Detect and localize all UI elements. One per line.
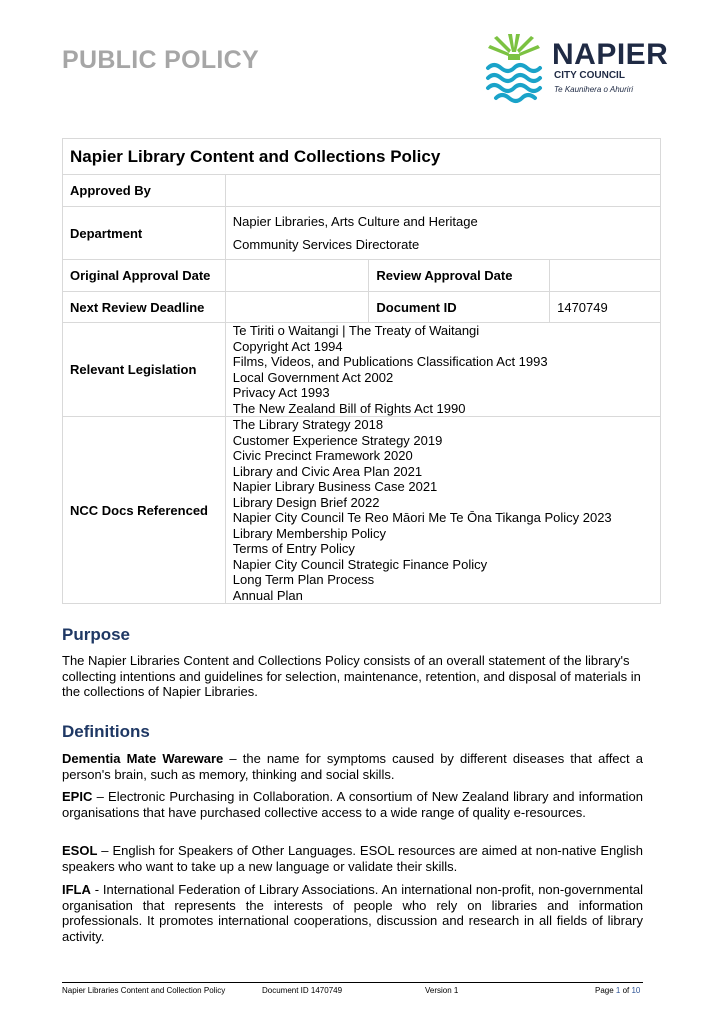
policy-info-table <box>62 138 661 604</box>
definition-text: – Electronic Purchasing in Collaboration. A consortium of New Zealand library and information organisations that have purchased collective access to a wide range of quality e-resources. <box>62 789 643 820</box>
legislation-item: Copyright Act 1994 <box>232 338 343 354</box>
logo-mark-icon <box>482 26 546 106</box>
ncc-doc-item: Library and Civic Area Plan 2021 <box>232 463 423 479</box>
department-label: Department <box>63 207 226 260</box>
ncc-doc-item: Library Membership Policy <box>232 525 386 541</box>
table-row-legislation <box>63 323 661 417</box>
department-value <box>225 207 660 260</box>
ncc-doc-item: Library Design Brief 2022 <box>232 494 380 510</box>
ncc-doc-item: Customer Experience Strategy 2019 <box>232 432 443 448</box>
table-row-approved-by <box>63 175 661 207</box>
table-row-ncc-docs <box>63 417 661 604</box>
definition-item <box>62 882 643 944</box>
ncc-docs-list <box>225 417 660 604</box>
legislation-list <box>225 323 660 417</box>
definition-item <box>62 843 643 874</box>
next-review-value <box>225 292 369 323</box>
page-total: 10 <box>631 986 641 995</box>
footer-doc-id: Document ID 1470749 <box>262 986 343 995</box>
definition-term: EPIC <box>62 789 93 804</box>
department-line: Napier Libraries, Arts Culture and Heritage <box>232 214 478 229</box>
original-approval-label: Original Approval Date <box>63 260 226 292</box>
approved-by-value <box>225 175 660 207</box>
ncc-doc-item: Terms of Entry Policy <box>232 541 355 556</box>
footer-version: Version 1 <box>425 986 459 995</box>
table-row-department <box>63 207 661 260</box>
definition-text: – the name for symptoms caused by different diseases that affect a person's brain, such as memory, thinking and social skills. <box>62 751 643 782</box>
ncc-doc-item: Annual Plan <box>232 587 303 603</box>
purpose-text: The Napier Libraries Content and Collections Policy consists of an overall statement of the library's collecting intentions and guidelines for selection, maintenance, retention, and disposal of materials in the collections of Napier Libraries. <box>62 653 641 699</box>
definition-term: Dementia Mate Wareware <box>62 751 224 766</box>
definition-text: - International Federation of Library Associations. An international non-profit, non-governmental organisation that represents the interests of people who rely on libraries and information professionals. It promotes international cooperations, discussion and research in all fields of library activity. <box>62 882 643 944</box>
next-review-label: Next Review Deadline <box>63 292 226 323</box>
ncc-doc-item: Napier City Council Te Reo Māori Me Te Ōna Tikanga Policy 2023 <box>232 510 612 525</box>
document-id-label: Document ID <box>369 292 550 323</box>
page-prefix: Page <box>595 986 616 995</box>
logo-council-text: CITY COUNCIL <box>554 70 625 81</box>
table-title-row <box>63 139 661 175</box>
approved-by-label: Approved By <box>63 175 226 207</box>
document-id-value: 1470749 <box>550 292 661 323</box>
page-header-title: PUBLIC POLICY <box>62 46 259 74</box>
legislation-item: The New Zealand Bill of Rights Act 1990 <box>232 400 466 416</box>
legislation-label: Relevant Legislation <box>63 323 226 417</box>
ncc-doc-item: Napier Library Business Case 2021 <box>232 479 438 494</box>
footer-page-number <box>595 986 640 995</box>
definition-term: ESOL <box>62 843 98 858</box>
ncc-doc-item: Civic Precinct Framework 2020 <box>232 448 413 463</box>
page-current: 1 <box>615 986 621 995</box>
legislation-item: Local Government Act 2002 <box>232 369 394 385</box>
legislation-item: Films, Videos, and Publications Classification Act 1993 <box>232 354 548 369</box>
definition-term: IFLA <box>62 882 91 897</box>
ncc-doc-item: Napier City Council Strategic Finance Policy <box>232 556 488 572</box>
footer-doc-name: Napier Libraries Content and Collection Policy <box>62 986 226 995</box>
logo-wordmark: NAPIER <box>552 38 669 71</box>
ncc-docs-label: NCC Docs Referenced <box>63 417 226 604</box>
napier-city-council-logo <box>482 26 669 106</box>
page-of: of <box>620 986 632 995</box>
table-row-approval-dates <box>63 260 661 292</box>
review-approval-value <box>550 260 661 292</box>
department-line: Community Services Directorate <box>232 237 420 252</box>
legislation-item: Te Tiriti o Waitangi | The Treaty of Waitangi <box>232 323 480 338</box>
table-row-review-deadline <box>63 292 661 323</box>
ncc-doc-item: The Library Strategy 2018 <box>232 417 384 432</box>
ncc-doc-item: Long Term Plan Process <box>232 572 375 587</box>
original-approval-value <box>225 260 369 292</box>
definition-text: – English for Speakers of Other Languages. ESOL resources are aimed at non-native English speakers who want to take up a new language or validate their skills. <box>62 843 643 874</box>
definition-item <box>62 751 643 782</box>
purpose-heading: Purpose <box>62 625 131 644</box>
definition-item <box>62 789 643 820</box>
logo-maori-text: Te Kaunihera o Ahuriri <box>554 85 634 94</box>
legislation-item: Privacy Act 1993 <box>232 385 330 400</box>
policy-title: Napier Library Content and Collections Policy <box>63 139 661 175</box>
footer-divider <box>62 982 643 983</box>
definitions-heading: Definitions <box>62 722 150 741</box>
review-approval-label: Review Approval Date <box>369 260 550 292</box>
